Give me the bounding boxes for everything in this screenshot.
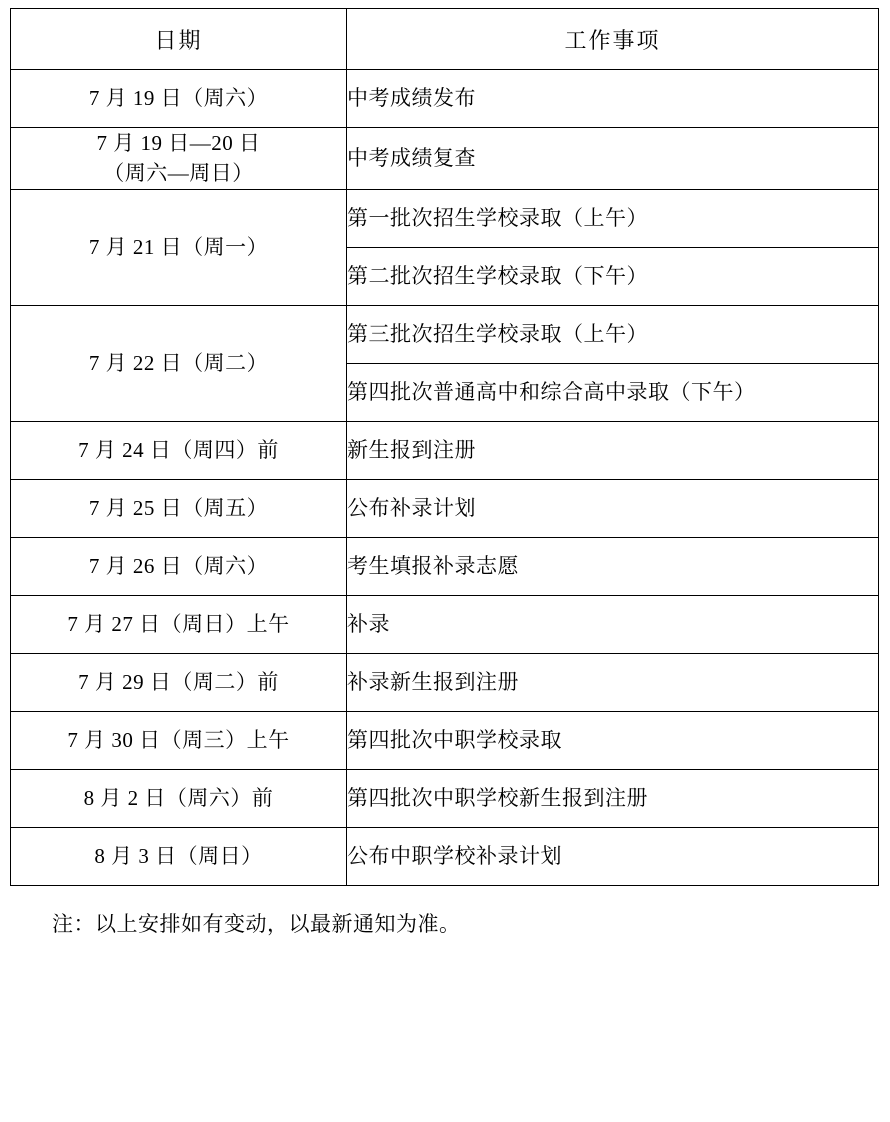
table-row bbox=[11, 479, 879, 537]
cell-work-item: 公布补录计划 bbox=[347, 479, 879, 537]
cell-work-item: 第四批次中职学校录取 bbox=[347, 711, 879, 769]
table-row bbox=[11, 769, 879, 827]
cell-date: 7 月 21 日（周一） bbox=[11, 189, 347, 305]
table-header bbox=[11, 9, 879, 70]
cell-date: 7 月 29 日（周二）前 bbox=[11, 653, 347, 711]
cell-work-item: 补录新生报到注册 bbox=[347, 653, 879, 711]
cell-date: 7 月 19 日—20 日 （周六—周日） bbox=[11, 128, 347, 190]
cell-work-item: 公布中职学校补录计划 bbox=[347, 827, 879, 885]
cell-date: 8 月 3 日（周日） bbox=[11, 827, 347, 885]
table-header-row bbox=[11, 9, 879, 70]
cell-work-item: 中考成绩发布 bbox=[347, 70, 879, 128]
table-row bbox=[11, 537, 879, 595]
cell-work-item: 中考成绩复查 bbox=[347, 128, 879, 190]
table-row bbox=[11, 305, 879, 363]
cell-work-item: 第四批次中职学校新生报到注册 bbox=[347, 769, 879, 827]
table-row bbox=[11, 421, 879, 479]
table-row bbox=[11, 711, 879, 769]
cell-date: 7 月 22 日（周二） bbox=[11, 305, 347, 421]
table-row bbox=[11, 595, 879, 653]
cell-date: 7 月 24 日（周四）前 bbox=[11, 421, 347, 479]
footer-note: 注：以上安排如有变动，以最新通知为准。 bbox=[52, 911, 461, 936]
table-row bbox=[11, 128, 879, 190]
cell-work-item: 第四批次普通高中和综合高中录取（下午） bbox=[347, 363, 879, 421]
cell-work-item: 第一批次招生学校录取（上午） bbox=[347, 189, 879, 247]
cell-work-item: 补录 bbox=[347, 595, 879, 653]
table-row bbox=[11, 827, 879, 885]
column-header-item: 工作事项 bbox=[347, 9, 879, 70]
cell-work-item: 第二批次招生学校录取（下午） bbox=[347, 247, 879, 305]
table-body bbox=[11, 70, 879, 886]
table-row bbox=[11, 189, 879, 247]
cell-date: 7 月 30 日（周三）上午 bbox=[11, 711, 347, 769]
cell-date: 7 月 27 日（周日）上午 bbox=[11, 595, 347, 653]
cell-date: 7 月 25 日（周五） bbox=[11, 479, 347, 537]
cell-work-item: 新生报到注册 bbox=[347, 421, 879, 479]
cell-work-item: 第三批次招生学校录取（上午） bbox=[347, 305, 879, 363]
table-row bbox=[11, 70, 879, 128]
cell-date: 7 月 19 日（周六） bbox=[11, 70, 347, 128]
cell-work-item: 考生填报补录志愿 bbox=[347, 537, 879, 595]
cell-date: 7 月 26 日（周六） bbox=[11, 537, 347, 595]
schedule-table bbox=[10, 8, 879, 886]
cell-date: 8 月 2 日（周六）前 bbox=[11, 769, 347, 827]
column-header-date: 日期 bbox=[11, 9, 347, 70]
table-row bbox=[11, 653, 879, 711]
